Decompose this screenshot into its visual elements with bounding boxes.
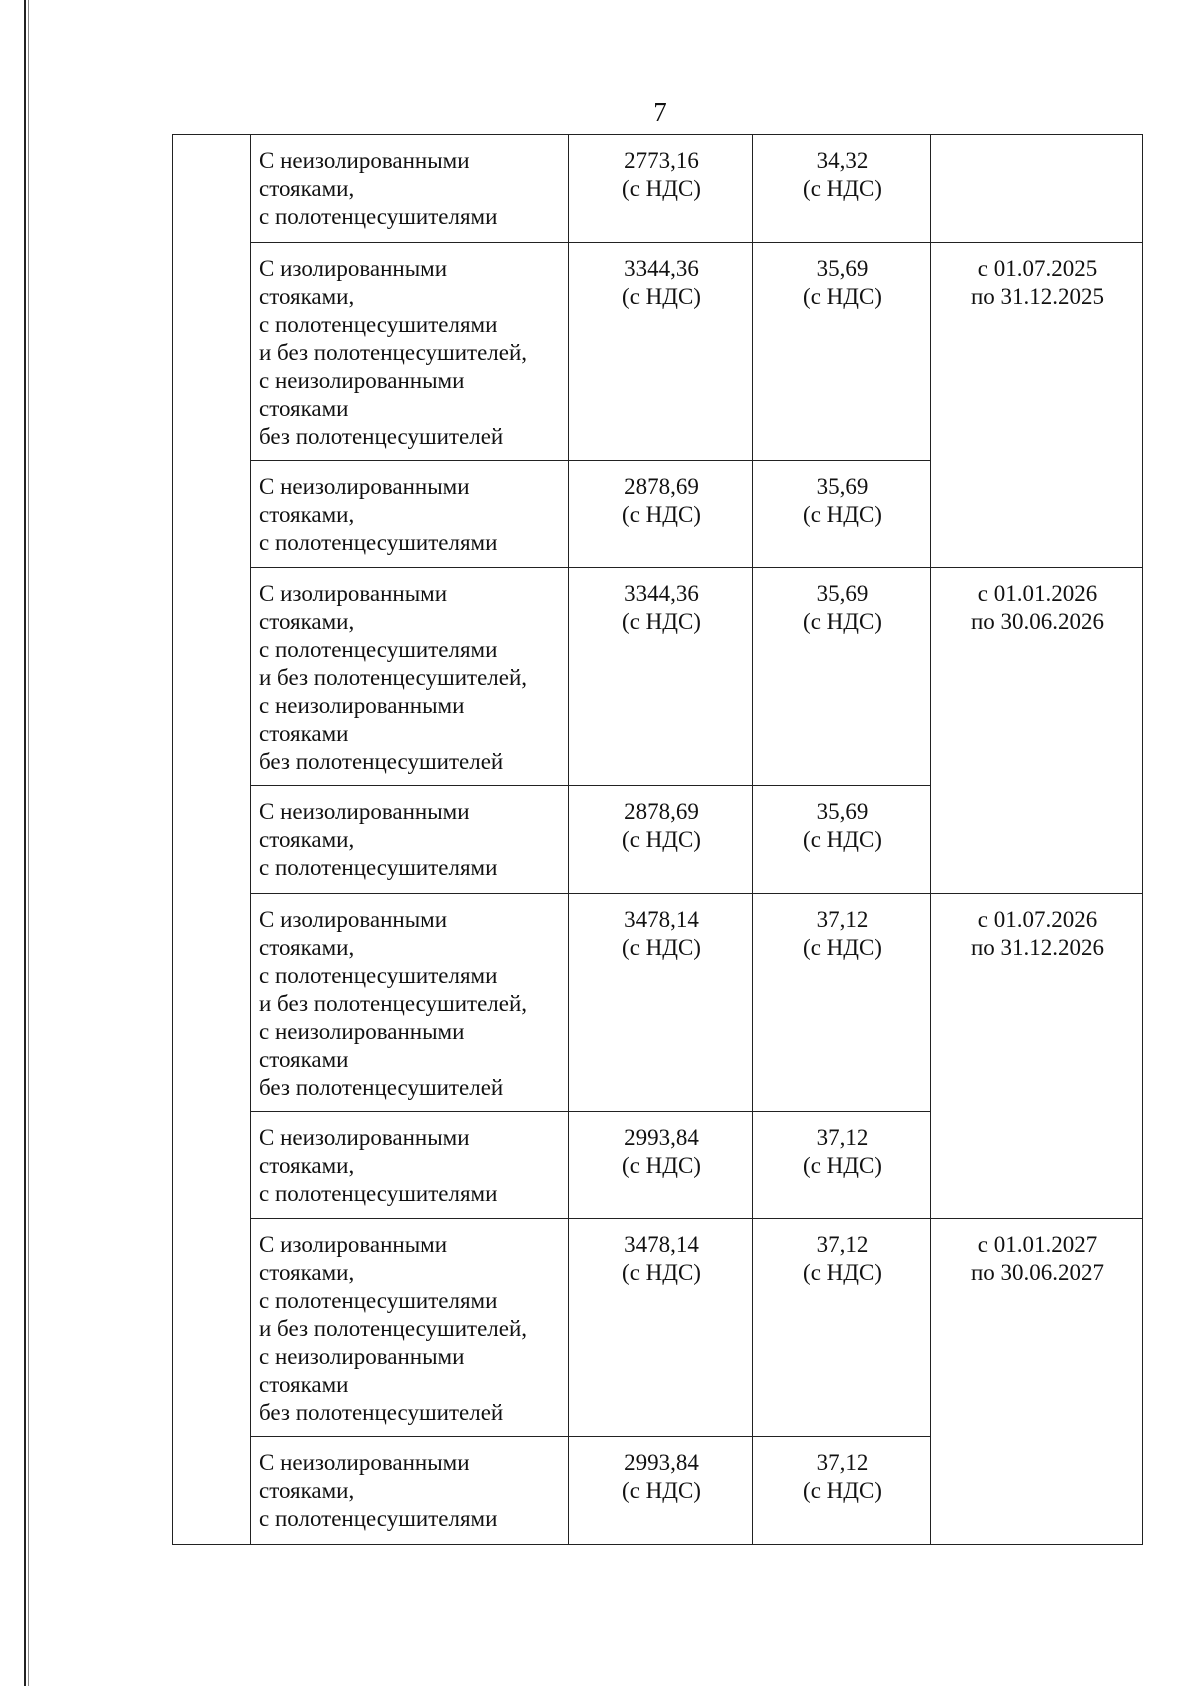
tariff-value-cell: 2878,69 (с НДС) — [569, 786, 753, 894]
norm-value-cell: 35,69 (с НДС) — [753, 461, 931, 568]
tariff-value-cell: 3344,36 (с НДС) — [569, 243, 753, 461]
description-cell: С изолированными стояками, с полотенцесушителями и без полотенцесушителей, с неизолированными стояками без полотенцесушителей — [251, 568, 569, 786]
tariff-value-cell: 2993,84 (с НДС) — [569, 1437, 753, 1545]
table-row — [173, 243, 1143, 461]
description-cell: С неизолированными стояками, с полотенцесушителями — [251, 786, 569, 894]
norm-value-cell: 35,69 (с НДС) — [753, 568, 931, 786]
norm-value-cell: 34,32 (с НДС) — [753, 135, 931, 243]
description-cell: С изолированными стояками, с полотенцесушителями и без полотенцесушителей, с неизолированными стояками без полотенцесушителей — [251, 243, 569, 461]
tariff-value-cell: 3344,36 (с НДС) — [569, 568, 753, 786]
period-cell: с 01.07.2025 по 31.12.2025 — [931, 243, 1143, 568]
period-cell: с 01.01.2027 по 30.06.2027 — [931, 1219, 1143, 1545]
description-cell: С неизолированными стояками, с полотенцесушителями — [251, 461, 569, 568]
tariff-value-cell: 3478,14 (с НДС) — [569, 894, 753, 1112]
norm-value-cell: 35,69 (с НДС) — [753, 786, 931, 894]
period-cell: с 01.07.2026 по 31.12.2026 — [931, 894, 1143, 1219]
tariff-value-cell: 2993,84 (с НДС) — [569, 1112, 753, 1219]
description-cell: С изолированными стояками, с полотенцесушителями и без полотенцесушителей, с неизолированными стояками без полотенцесушителей — [251, 894, 569, 1112]
table-row — [173, 568, 1143, 786]
norm-value-cell: 37,12 (с НДС) — [753, 894, 931, 1112]
tariff-value-cell: 2773,16 (с НДС) — [569, 135, 753, 243]
table-row — [173, 135, 1143, 243]
period-cell: с 01.01.2026 по 30.06.2026 — [931, 568, 1143, 894]
tariff-value-cell: 2878,69 (с НДС) — [569, 461, 753, 568]
description-cell: С неизолированными стояками, с полотенцесушителями — [251, 135, 569, 243]
table-row — [173, 1219, 1143, 1437]
description-cell: С изолированными стояками, с полотенцесушителями и без полотенцесушителей, с неизолированными стояками без полотенцесушителей — [251, 1219, 569, 1437]
page-number: 7 — [653, 97, 667, 127]
tariff-table — [172, 134, 1143, 1545]
scan-edge-line — [24, 0, 26, 1686]
tariff-value-cell: 3478,14 (с НДС) — [569, 1219, 753, 1437]
blank-column-cell — [173, 135, 251, 1545]
description-cell: С неизолированными стояками, с полотенцесушителями — [251, 1112, 569, 1219]
scan-edge-line-inner — [28, 0, 29, 1686]
norm-value-cell: 35,69 (с НДС) — [753, 243, 931, 461]
norm-value-cell: 37,12 (с НДС) — [753, 1437, 931, 1545]
description-cell: С неизолированными стояками, с полотенцесушителями — [251, 1437, 569, 1545]
period-cell — [931, 135, 1143, 243]
norm-value-cell: 37,12 (с НДС) — [753, 1112, 931, 1219]
table-row — [173, 894, 1143, 1112]
norm-value-cell: 37,12 (с НДС) — [753, 1219, 931, 1437]
